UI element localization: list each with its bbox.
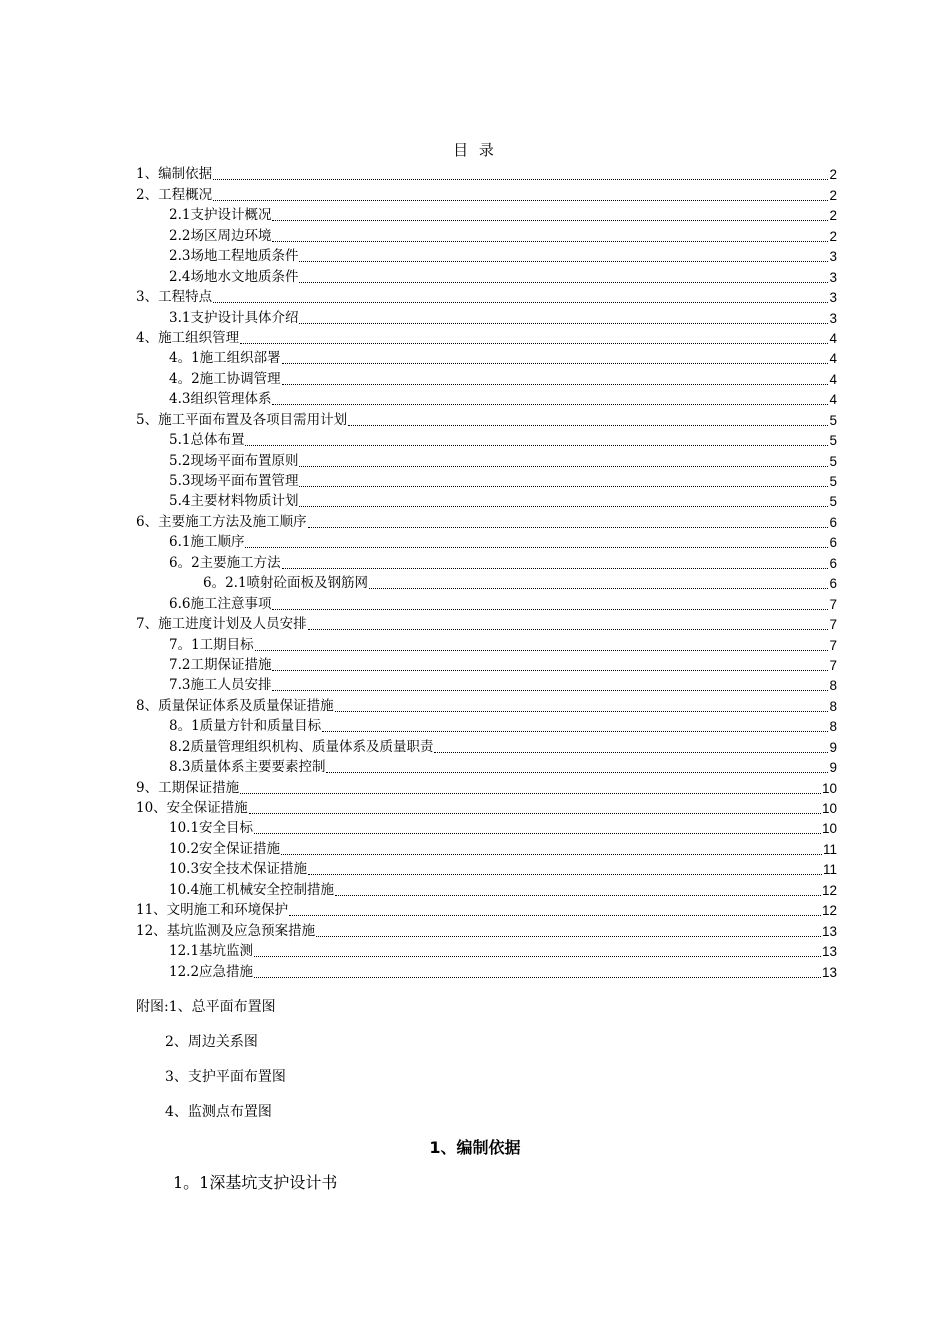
toc-entry-label: 12.1基坑监测	[169, 943, 254, 960]
toc-dot-leader	[272, 608, 828, 610]
toc-entry-page: 2	[829, 208, 837, 224]
toc-dot-leader	[254, 832, 821, 834]
toc-entry[interactable]	[136, 592, 837, 612]
toc-dot-leader	[254, 976, 821, 978]
toc-entry[interactable]	[136, 163, 837, 183]
toc-entry[interactable]	[136, 837, 837, 857]
toc-entry-label: 2.1支护设计概况	[169, 207, 272, 224]
toc-entry[interactable]	[136, 490, 837, 510]
appendix-line-1: 附图:1、总平面布置图	[136, 999, 276, 1015]
toc-entry-label: 4。2施工协调管理	[169, 370, 281, 387]
toc-entry-label: 6。2主要施工方法	[169, 554, 281, 571]
toc-entry-page: 2	[829, 167, 837, 183]
toc-dot-leader	[255, 649, 829, 651]
toc-entry-label: 5、施工平面布置及各项目需用计划	[136, 411, 348, 428]
toc-entry-page: 2	[829, 228, 837, 244]
toc-entry-page: 13	[821, 964, 837, 980]
toc-dot-leader	[335, 894, 821, 896]
toc-dot-leader	[282, 383, 829, 385]
toc-entry[interactable]	[136, 674, 837, 694]
toc-entry-page: 6	[829, 514, 837, 530]
toc-entry-page: 4	[829, 392, 837, 408]
toc-entry-label: 10.2安全保证措施	[169, 840, 281, 857]
toc-entry[interactable]	[136, 940, 837, 960]
toc-entry-label: 5.4主要材料物质计划	[169, 493, 299, 510]
toc-entry-label: 8.3质量体系主要要素控制	[169, 759, 326, 776]
toc-entry-label: 2.3场地工程地质条件	[169, 248, 299, 265]
toc-entry[interactable]	[136, 919, 837, 939]
toc-title: 目 录	[453, 141, 497, 159]
toc-dot-leader	[299, 260, 828, 262]
toc-entry[interactable]	[136, 510, 837, 530]
toc-dot-leader	[299, 485, 828, 487]
toc-entry-page: 12	[821, 882, 837, 898]
toc-entry[interactable]	[136, 715, 837, 735]
toc-entry[interactable]	[136, 633, 837, 653]
toc-entry-page: 8	[829, 698, 837, 714]
toc-entry[interactable]	[136, 470, 837, 490]
toc-dot-leader	[240, 792, 821, 794]
toc-entry[interactable]	[136, 306, 837, 326]
toc-entry-label: 11、文明施工和环境保护	[136, 902, 289, 919]
toc-entry[interactable]	[136, 286, 837, 306]
toc-entry-label: 4。1施工组织部署	[169, 350, 281, 367]
toc-dot-leader	[272, 689, 828, 691]
toc-entry-page: 3	[829, 310, 837, 326]
toc-dot-leader	[299, 505, 828, 507]
toc-dot-leader	[316, 935, 821, 937]
toc-entry[interactable]	[136, 183, 837, 203]
toc-entry[interactable]	[136, 654, 837, 674]
toc-entry-page: 7	[829, 657, 837, 673]
toc-entry-label: 6.1施工顺序	[169, 534, 245, 551]
toc-entry-label: 6。2.1喷射砼面板及钢筋网	[203, 575, 369, 592]
toc-entry-label: 12、基坑监测及应急预案措施	[136, 922, 316, 939]
toc-entry-page: 5	[829, 453, 837, 469]
toc-entry-page: 5	[829, 412, 837, 428]
toc-entry[interactable]	[136, 960, 837, 980]
toc-dot-leader	[213, 301, 828, 303]
toc-entry-page: 12	[821, 903, 837, 919]
toc-entry-page: 10	[821, 780, 837, 796]
toc-entry[interactable]	[136, 817, 837, 837]
toc-entry-page: 11	[822, 862, 837, 878]
toc-dot-leader	[245, 546, 828, 548]
toc-entry-page: 5	[829, 494, 837, 510]
toc-entry-label: 12.2应急措施	[169, 963, 254, 980]
appendix-line-2: 2、周边关系图	[165, 1034, 258, 1050]
toc-entry[interactable]	[136, 858, 837, 878]
toc-dot-leader	[249, 812, 821, 814]
toc-dot-leader	[272, 403, 828, 405]
toc-dot-leader	[272, 240, 828, 242]
toc-entry-label: 8.2质量管理组织机构、质量体系及质量职责	[169, 738, 434, 755]
toc-entry-label: 4.3组织管理体系	[169, 391, 272, 408]
toc-dot-leader	[308, 628, 829, 630]
toc-entry-page: 10	[821, 821, 837, 837]
toc-entry-label: 7.3施工人员安排	[169, 677, 272, 694]
appendix-line-3: 3、支护平面布置图	[165, 1069, 286, 1085]
toc-entry-page: 7	[829, 596, 837, 612]
toc-entry[interactable]	[136, 735, 837, 755]
toc-dot-leader	[299, 281, 828, 283]
toc-entry[interactable]	[136, 347, 837, 367]
toc-entry[interactable]	[136, 899, 837, 919]
toc-dot-leader	[308, 873, 822, 875]
toc-entry-page: 8	[829, 678, 837, 694]
appendix-line-4: 4、监测点布置图	[165, 1104, 272, 1120]
toc-dot-leader	[326, 771, 828, 773]
toc-entry-page: 7	[829, 637, 837, 653]
toc-entry-label: 7。1工期目标	[169, 636, 254, 653]
toc-entry-page: 3	[829, 269, 837, 285]
toc-entry-label: 10.1安全目标	[169, 820, 254, 837]
toc-entry-label: 8。1质量方针和质量目标	[169, 718, 322, 735]
toc-entry[interactable]	[136, 265, 837, 285]
toc-entry-page: 4	[829, 351, 837, 367]
toc-entry-label: 2、工程概况	[136, 186, 213, 203]
toc-entry[interactable]	[136, 613, 837, 633]
toc-entry-page: 4	[829, 330, 837, 346]
toc-dot-leader	[434, 751, 828, 753]
toc-entry-label: 7.2工期保证措施	[169, 656, 272, 673]
toc-dot-leader	[282, 567, 829, 569]
toc-dot-leader	[282, 362, 829, 364]
toc-entry[interactable]	[136, 551, 837, 571]
toc-entry-page: 8	[829, 719, 837, 735]
toc-entry-page: 3	[829, 290, 837, 306]
toc-entry[interactable]	[136, 572, 837, 592]
toc-dot-leader	[272, 219, 828, 221]
toc-entry[interactable]	[136, 797, 837, 817]
toc-entry[interactable]	[136, 327, 837, 347]
toc-dot-leader	[254, 955, 821, 957]
toc-entry-page: 6	[829, 555, 837, 571]
toc-entry-label: 1、编制依据	[136, 166, 213, 183]
toc-entry-label: 5.2现场平面布置原则	[169, 452, 299, 469]
toc-entry[interactable]	[136, 531, 837, 551]
toc-entry[interactable]	[136, 878, 837, 898]
toc-entry-page: 11	[822, 841, 837, 857]
toc-dot-leader	[272, 669, 828, 671]
toc-dot-leader	[245, 444, 828, 446]
toc-dot-leader	[281, 853, 822, 855]
table-of-contents	[136, 163, 837, 981]
toc-dot-leader	[213, 199, 828, 201]
toc-entry[interactable]	[136, 449, 837, 469]
toc-entry-label: 7、施工进度计划及人员安排	[136, 616, 307, 633]
toc-dot-leader	[348, 424, 828, 426]
toc-entry-label: 8、质量保证体系及质量保证措施	[136, 697, 334, 714]
toc-dot-leader	[322, 730, 828, 732]
toc-entry-page: 5	[829, 474, 837, 489]
toc-entry-label: 5.1总体布置	[169, 432, 245, 449]
toc-entry-label: 2.2场区周边环境	[169, 227, 272, 244]
toc-entry-page: 9	[829, 739, 837, 755]
toc-dot-leader	[335, 710, 829, 712]
toc-entry-page: 4	[829, 371, 837, 387]
toc-entry[interactable]	[136, 367, 837, 387]
toc-entry-label: 3、工程特点	[136, 289, 213, 306]
toc-entry-label: 10.4施工机械安全控制措施	[169, 881, 335, 898]
toc-entry-page: 13	[821, 923, 837, 939]
toc-entry[interactable]	[136, 694, 837, 714]
toc-entry-page: 2	[829, 187, 837, 203]
toc-dot-leader	[299, 465, 828, 467]
toc-dot-leader	[308, 526, 829, 528]
toc-dot-leader	[240, 342, 828, 344]
toc-entry-page: 7	[829, 617, 837, 633]
toc-entry[interactable]	[136, 388, 837, 408]
toc-entry-label: 9、工期保证措施	[136, 779, 240, 796]
toc-entry-label: 4、施工组织管理	[136, 329, 240, 346]
toc-entry-page: 6	[829, 576, 837, 592]
toc-entry-label: 2.4场地水文地质条件	[169, 268, 299, 285]
toc-dot-leader	[213, 178, 828, 180]
toc-entry-label: 10、安全保证措施	[136, 800, 248, 816]
toc-entry-label: 3.1支护设计具体介绍	[169, 309, 299, 326]
toc-dot-leader	[369, 587, 828, 589]
toc-entry-page: 9	[829, 760, 837, 776]
section-heading: 1、编制依据	[429, 1138, 521, 1157]
toc-entry-page: 6	[829, 535, 837, 551]
toc-entry[interactable]	[136, 756, 837, 776]
toc-entry-page: 5	[829, 433, 837, 449]
toc-entry-label: 6.6施工注意事项	[169, 595, 272, 612]
toc-entry[interactable]	[136, 245, 837, 265]
toc-entry-page: 13	[821, 944, 837, 960]
toc-entry[interactable]	[136, 776, 837, 796]
toc-entry-label: 10.3安全技术保证措施	[169, 861, 308, 878]
toc-dot-leader	[289, 914, 821, 916]
toc-dot-leader	[299, 322, 828, 324]
toc-entry-page: 3	[829, 249, 837, 265]
toc-entry-label: 6、主要施工方法及施工顺序	[136, 513, 307, 530]
toc-entry-page: 10	[821, 801, 837, 816]
toc-entry[interactable]	[136, 204, 837, 224]
sub-heading: 1。1深基坑支护设计书	[173, 1173, 338, 1192]
toc-entry[interactable]	[136, 429, 837, 449]
toc-entry-label: 5.3现场平面布置管理	[169, 473, 299, 489]
toc-entry[interactable]	[136, 408, 837, 428]
toc-entry[interactable]	[136, 224, 837, 244]
